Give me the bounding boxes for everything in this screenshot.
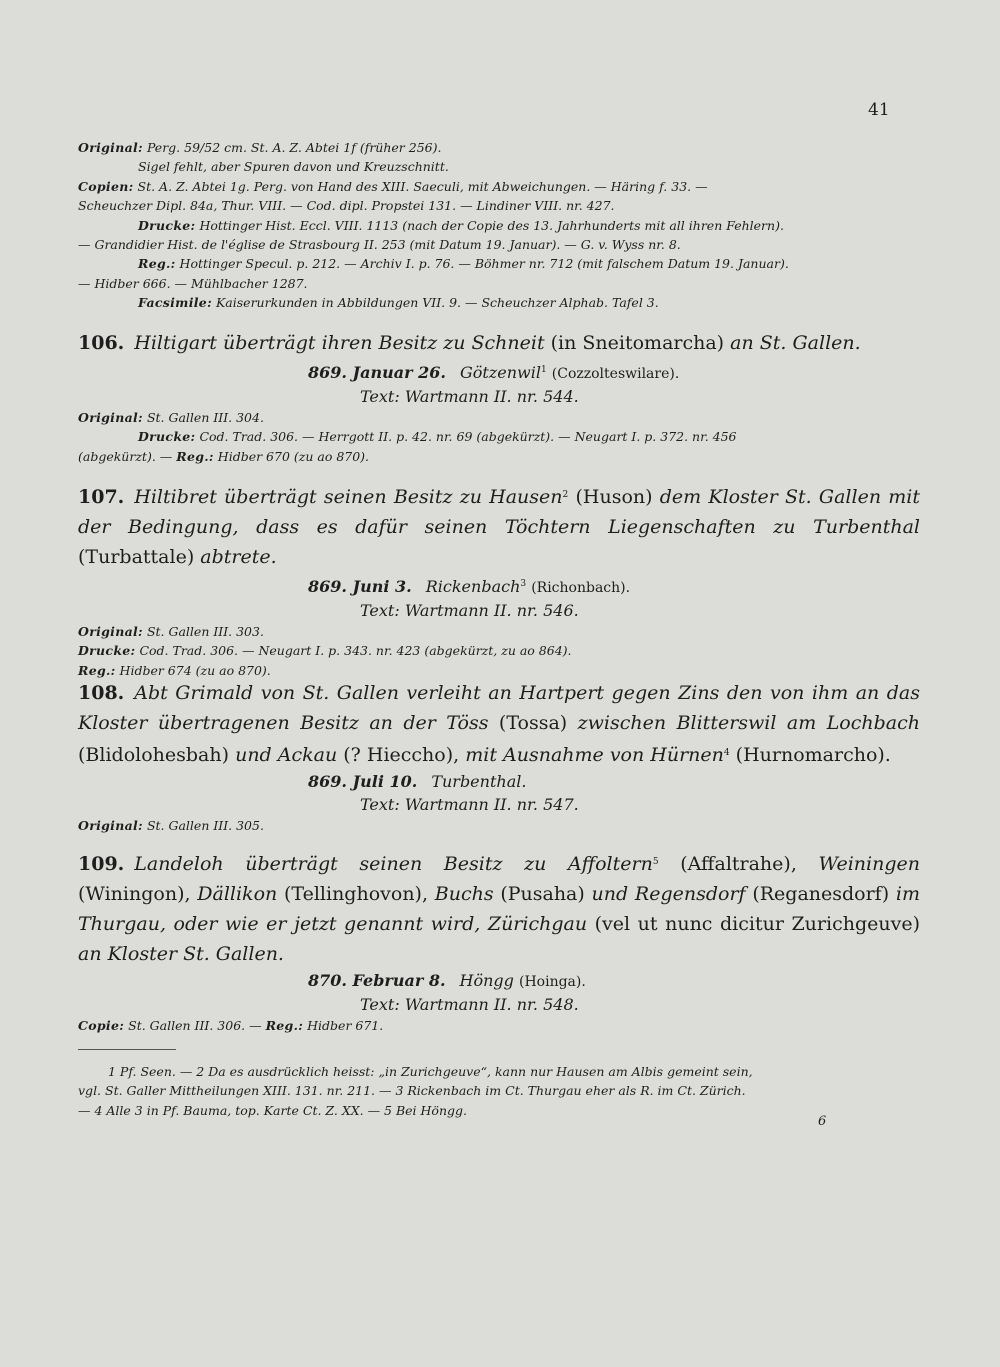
place: Höngg bbox=[459, 971, 514, 990]
entry-108 bbox=[78, 678, 920, 835]
intro-text: Perg. 59/52 cm. St. A. Z. Abtei 1f (früher 256). bbox=[146, 140, 442, 155]
title-part: (Turbattale) bbox=[78, 546, 195, 568]
place: Rickenbach bbox=[425, 577, 521, 596]
intro-line bbox=[78, 216, 920, 235]
title-part: (Tossa) bbox=[498, 712, 568, 734]
page-number: 41 bbox=[868, 100, 890, 120]
entry-text-source: Text: Wartmann II. nr. 544. bbox=[360, 387, 579, 406]
title-part: Hiltibret überträgt seinen Besitz zu Hausen bbox=[134, 486, 563, 508]
intro-line bbox=[78, 254, 920, 273]
title-part: (Affaltrahe), bbox=[680, 853, 797, 875]
label-drucke: Drucke: bbox=[138, 429, 196, 445]
date-value: 869. Januar 26. bbox=[308, 363, 446, 382]
place-original: (Cozzolteswilare). bbox=[551, 366, 680, 382]
title-part: Buchs bbox=[434, 883, 494, 905]
entry-notes bbox=[78, 641, 920, 660]
intro-line: Scheuchzer Dipl. 84a, Thur. VIII. — Cod. dipl. Propstei 131. — Lindiner VIII. nr. 427. bbox=[78, 198, 615, 214]
entry-title bbox=[78, 678, 920, 770]
entry-title bbox=[78, 847, 920, 969]
footnote-line: — 4 Alle 3 in Pf. Bauma, top. Karte Ct. Z. XX. — 5 Bei Höngg. bbox=[78, 1102, 467, 1118]
entry-text-source: Text: Wartmann II. nr. 546. bbox=[360, 601, 579, 620]
place-original: (Richonbach). bbox=[531, 580, 631, 596]
title-part: (Blidolohesbah) bbox=[78, 744, 230, 766]
title-part: Hiltigart überträgt ihren Besitz zu Schneit bbox=[134, 332, 545, 354]
intro-notes bbox=[78, 138, 920, 313]
title-part: (Huson) bbox=[575, 486, 653, 508]
footnotes bbox=[78, 1062, 920, 1120]
note-text: Hidber 670 (zu ao 870). bbox=[217, 448, 370, 464]
place: Turbenthal. bbox=[431, 772, 527, 791]
title-part: und Regensdorf bbox=[591, 883, 746, 905]
note-text: (abgekürzt). — bbox=[78, 448, 173, 464]
intro-line: — Grandidier Hist. de l'église de Strasbourg II. 253 (mit Datum 19. Januar). — G. v. Wyss nr. 8. bbox=[78, 237, 681, 253]
label-copie: Copie: bbox=[78, 1018, 125, 1033]
note-text: St. Gallen III. 304. bbox=[146, 410, 264, 425]
note-text: Hidber 674 (zu ao 870). bbox=[119, 662, 271, 678]
label-drucke: Drucke: bbox=[138, 217, 196, 233]
intro-line: Sigel fehlt, aber Spuren davon und Kreuzschnitt. bbox=[138, 159, 449, 175]
label-drucke: Drucke: bbox=[78, 643, 136, 659]
title-part: zwischen Blitterswil am Lochbach bbox=[577, 712, 920, 734]
entry-notes bbox=[78, 408, 920, 427]
entry-number: 107. bbox=[78, 486, 125, 508]
entry-text-source: Text: Wartmann II. nr. 548. bbox=[360, 995, 579, 1014]
title-part: mit Ausnahme von Hürnen bbox=[465, 744, 724, 766]
title-part: (Winingon), bbox=[78, 883, 191, 905]
intro-text: St. A. Z. Abtei 1g. Perg. von Hand des XIII. Saeculi, mit Abweichungen. — Häring f. 33. — bbox=[137, 178, 708, 194]
intro-line bbox=[78, 177, 920, 196]
title-part: (Reganesdorf) bbox=[752, 883, 890, 905]
entry-title bbox=[78, 480, 920, 572]
sheet-signature: 6 bbox=[818, 1114, 827, 1129]
footnote-divider bbox=[78, 1049, 176, 1050]
entry-number: 108. bbox=[78, 682, 125, 704]
footnote-ref: 3 bbox=[520, 579, 527, 589]
label-original: Original: bbox=[78, 410, 143, 425]
label-original: Original: bbox=[78, 624, 143, 639]
label-reg: Reg.: bbox=[176, 448, 214, 464]
footnote-ref: 4 bbox=[723, 748, 730, 758]
note-text: Cod. Trad. 306. — Herrgott II. p. 42. nr. 69 (abgekürzt). — Neugart I. p. 372. nr. 456 bbox=[199, 429, 737, 445]
title-part: (? Hieccho), bbox=[343, 744, 460, 766]
date-value: 869. Juli 10. bbox=[308, 772, 418, 791]
title-part: (in Sneitomarcha) bbox=[550, 332, 725, 354]
entry-date bbox=[78, 358, 920, 386]
title-part: abtrete. bbox=[200, 546, 277, 568]
title-part: (Pusaha) bbox=[500, 883, 585, 905]
intro-text: Kaiserurkunden in Abbildungen VII. 9. — Scheuchzer Alphab. Tafel 3. bbox=[215, 295, 659, 311]
note-text: St. Gallen III. 305. bbox=[146, 818, 264, 833]
label-reg: Reg.: bbox=[78, 662, 116, 678]
note-text: Cod. Trad. 306. — Neugart I. p. 343. nr. 423 (abgekürzt, zu ao 864). bbox=[139, 643, 572, 659]
entry-106 bbox=[78, 328, 920, 466]
label-facsimile: Facsimile: bbox=[138, 295, 212, 311]
title-part: dem Kloster St. Gallen mit der Bedingung, dass es dafür seinen Töchtern Liegenschaften zu Turbenthal bbox=[78, 486, 920, 538]
title-part: (Hurnomarcho). bbox=[735, 744, 891, 766]
intro-text: Hottinger Hist. Eccl. VIII. 1113 (nach der Copie des 13. Jahrhunderts mit all ihren Fehlern). bbox=[199, 217, 784, 233]
entry-number: 109. bbox=[78, 853, 125, 875]
entry-notes bbox=[78, 622, 920, 641]
footnote-ref: 2 bbox=[562, 490, 569, 500]
label-copien: Copien: bbox=[78, 178, 134, 194]
date-value: 870. Februar 8. bbox=[308, 971, 446, 990]
title-part: und Ackau bbox=[235, 744, 338, 766]
entry-text-source: Text: Wartmann II. nr. 547. bbox=[360, 795, 579, 814]
entry-107 bbox=[78, 480, 920, 680]
place: Götzenwil bbox=[459, 363, 541, 382]
date-value: 869. Juni 3. bbox=[308, 577, 412, 596]
entry-title bbox=[78, 328, 920, 358]
title-part: Abt Grimald von St. Gallen verleiht an Hartpert gegen Zins den von ihm an das Kloster übertragenen Besitz an der Töss bbox=[78, 682, 920, 734]
title-part: im Thurgau, oder wie er jetzt genannt wird, Zürichgau bbox=[78, 883, 920, 935]
label-reg: Reg.: bbox=[265, 1018, 304, 1033]
note-text: Hidber 671. bbox=[307, 1018, 384, 1033]
entry-number: 106. bbox=[78, 332, 125, 354]
footnote-ref: 1 bbox=[540, 365, 547, 375]
label-reg: Reg.: bbox=[138, 256, 176, 272]
title-part: (Tellinghovon), bbox=[283, 883, 429, 905]
intro-line: — Hidber 666. — Mühlbacher 1287. bbox=[78, 275, 308, 291]
intro-line bbox=[78, 293, 920, 312]
entry-notes bbox=[78, 447, 920, 466]
title-part: Landeloh überträgt seinen Besitz zu Affoltern bbox=[134, 853, 653, 875]
label-original: Original: bbox=[78, 140, 143, 155]
title-part: an Kloster St. Gallen. bbox=[78, 943, 284, 965]
note-text: St. Gallen III. 306. — bbox=[128, 1018, 262, 1033]
note-text: St. Gallen III. 303. bbox=[146, 624, 264, 639]
entry-notes bbox=[78, 427, 920, 446]
title-part: (vel ut nunc dicitur Zurichgeuve) bbox=[594, 913, 920, 935]
entry-date bbox=[78, 969, 920, 994]
place-original: (Hoinga). bbox=[519, 974, 586, 990]
title-part: Dällikon bbox=[197, 883, 278, 905]
footnote-line: 1 Pf. Seen. — 2 Da es ausdrücklich heisst: „in Zurichgeuve“, kann nur Hausen am Albis gemeint sein, bbox=[108, 1064, 753, 1079]
intro-line bbox=[78, 138, 920, 157]
footnote-line: vgl. St. Galler Mittheilungen XIII. 131. nr. 211. — 3 Rickenbach im Ct. Thurgau eher als R. im Ct. Zürich. bbox=[78, 1083, 746, 1099]
entry-notes bbox=[78, 1016, 920, 1035]
intro-text: Hottinger Specul. p. 212. — Archiv I. p. 76. — Böhmer nr. 712 (mit falschem Datum 19. Januar). bbox=[179, 256, 789, 272]
entry-notes bbox=[78, 816, 920, 835]
title-part: an St. Gallen. bbox=[730, 332, 861, 354]
entry-109 bbox=[78, 847, 920, 1035]
footnote-ref: 5 bbox=[652, 857, 659, 867]
entry-date bbox=[78, 770, 920, 794]
entry-date bbox=[78, 572, 920, 600]
label-original: Original: bbox=[78, 818, 143, 833]
title-part: Weiningen bbox=[818, 853, 920, 875]
